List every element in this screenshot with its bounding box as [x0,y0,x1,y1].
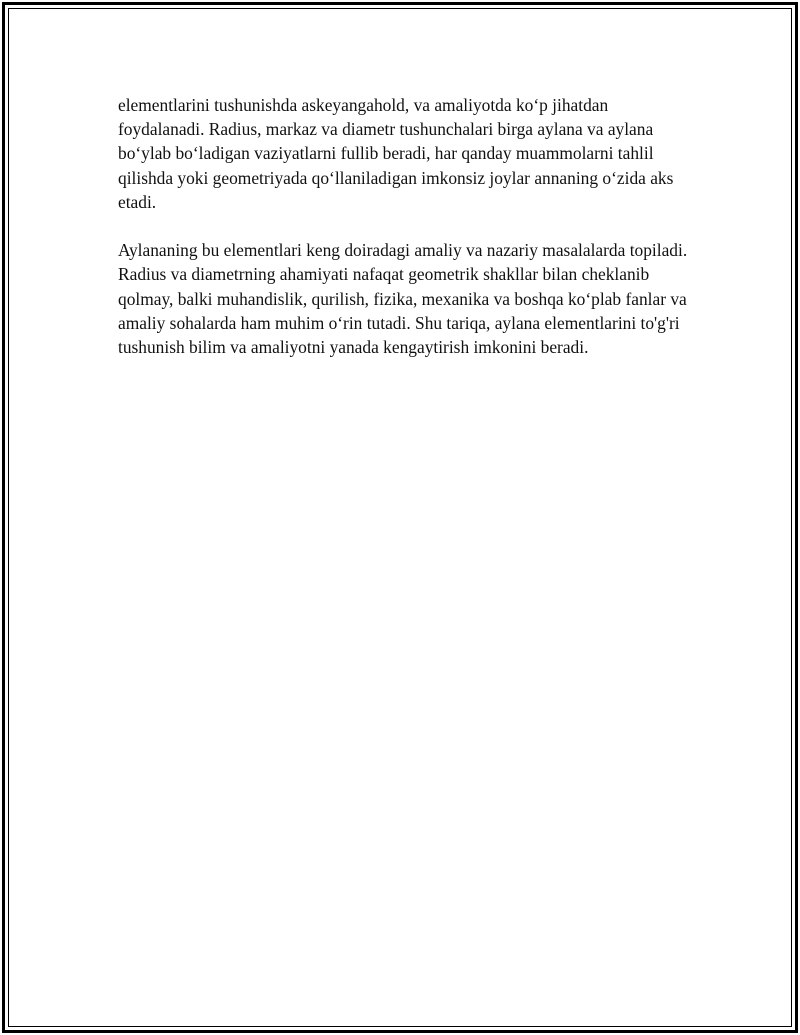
document-body [118,93,698,383]
paragraph-2: Aylananing bu elementlari keng doiradagi amaliy va nazariy masalalarda topiladi. Radius va diametrning ahamiyati nafaqat geometrik shakllar bilan cheklanib qolmay, balki muhandislik, qurilish, fizika, mexanika va boshqa ko‘plab fanlar va amaliy sohalarda ham muhim o‘rin tutadi. Shu tariqa, aylana elementlarini to'g'ri tushunish bilim va amaliyotni yanada kengaytirish imkonini beradi. [118,240,688,358]
paragraph-1: elementlarini tushunishda askeyangahold, va amaliyotda ko‘p jihatdan foydalanadi. Radius, markaz va diametr tushunchalari birga aylana va aylana bo‘ylab bo‘ladigan vaziyatlarni fullib beradi, har qanday muammolarni tahlil qilishda yoki geometriyada qo‘llaniladigan imkonsiz joylar annaning o‘zida aks etadi. [118,95,674,212]
